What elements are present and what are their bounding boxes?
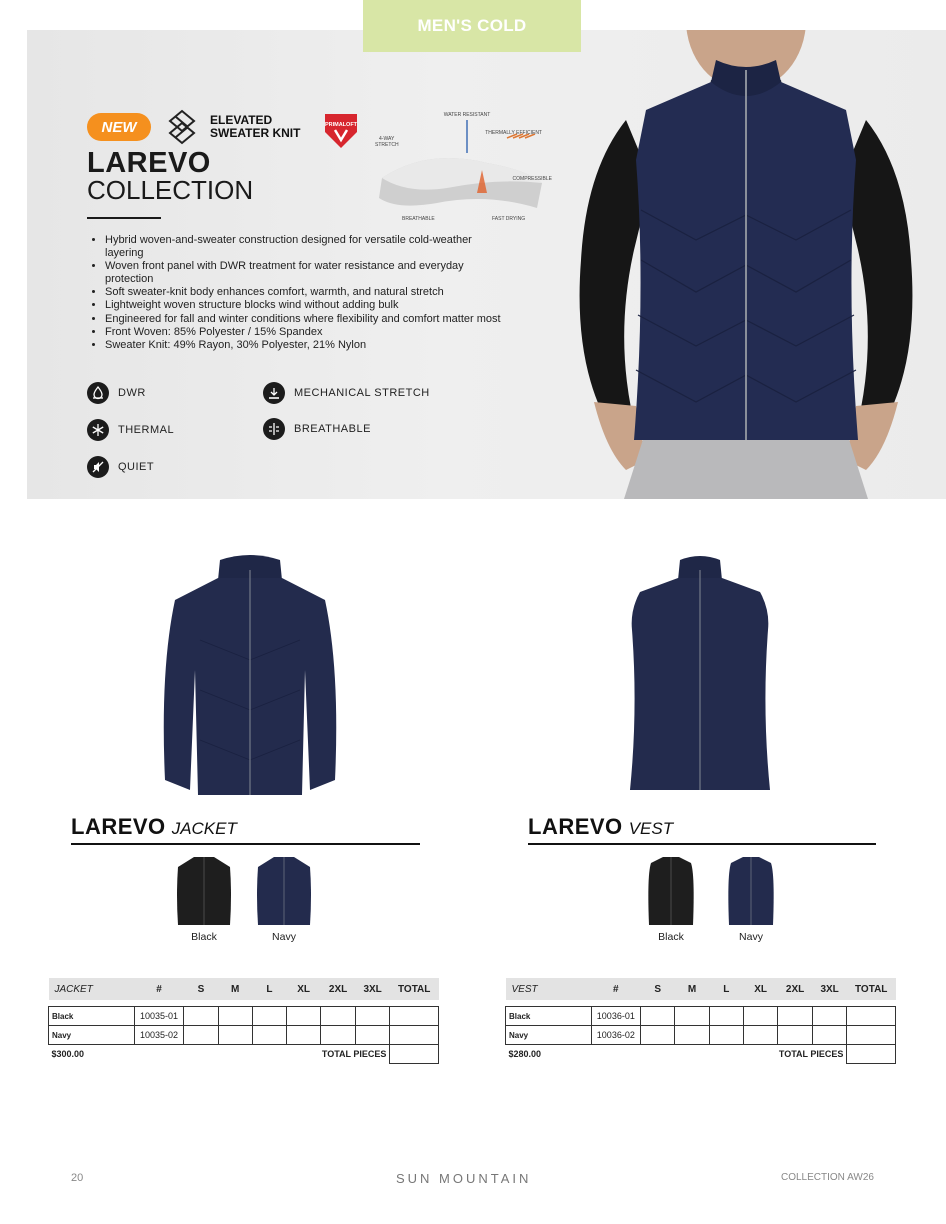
vest-total-input[interactable] — [847, 1045, 896, 1064]
category-tab: MEN'S COLD — [363, 0, 581, 52]
svg-text:4-WAY: 4-WAY — [379, 136, 395, 142]
tech-thermal: THERMAL — [87, 419, 174, 441]
svg-text:FAST DRYING: FAST DRYING — [492, 216, 526, 222]
brand-logo: SUN MOUNTAIN — [396, 1171, 532, 1186]
tech-quiet: QUIET — [87, 456, 154, 478]
new-badge: NEW — [87, 113, 151, 141]
jacket-title: LAREVO JACKET — [71, 814, 237, 839]
table-row: Navy 10036-02 — [506, 1026, 896, 1045]
svg-text:COMPRESSIBLE: COMPRESSIBLE — [512, 176, 552, 182]
jacket-order-table: JACKET # S M L XL 2XL 3XL TOTAL Black 10035-01 Navy 10035-02 $300.00 TOTAL PIECES — [48, 978, 439, 1064]
tech-breathable: BREATHABLE — [263, 418, 371, 440]
jacket-product-image — [150, 550, 350, 800]
jacket-price: $300.00 — [51, 1049, 85, 1060]
knit-label: ELEVATED SWEATER KNIT — [210, 113, 301, 140]
vest-black-thumb-icon — [643, 855, 699, 927]
jacket-total-label: TOTAL PIECES — [321, 1049, 387, 1060]
swatch-vest-black[interactable]: Black — [641, 855, 701, 943]
swatch-jacket-navy[interactable]: Navy — [254, 855, 314, 943]
primaloft-badge-icon — [321, 110, 361, 150]
feature-item: • Front Woven: 85% Polyester / 15% Spandex — [105, 326, 505, 339]
vest-title-rule — [528, 843, 876, 845]
feature-item: • Woven front panel with DWR treatment for water resistance and everyday protection — [105, 260, 505, 286]
vest-order-table: VEST # S M L XL 2XL 3XL TOTAL Black 10036-01 Navy 10036-02 $280.00 TOTAL PIECES — [505, 978, 896, 1064]
tech-dwr: DWR — [87, 382, 146, 404]
snowflake-icon — [87, 419, 109, 441]
jacket-total-input[interactable] — [390, 1045, 439, 1064]
feature-item: • Sweater Knit: 49% Rayon, 30% Polyester, 21% Nylon — [105, 339, 505, 352]
stretch-icon — [263, 382, 285, 404]
feature-item: • Engineered for fall and winter conditions where flexibility and comfort matter most — [105, 313, 505, 326]
svg-text:WATER RESISTANT: WATER RESISTANT — [443, 112, 491, 118]
hero-banner — [27, 30, 946, 499]
title-divider — [87, 217, 161, 219]
model-photo — [546, 30, 946, 499]
jacket-navy-thumb-icon — [256, 855, 312, 927]
feature-item: • Lightweight woven structure blocks wind without adding bulk — [105, 299, 505, 312]
tech-stretch: MECHANICAL STRETCH — [263, 382, 430, 404]
vest-product-image — [600, 550, 800, 800]
vest-title: LAREVO VEST — [528, 814, 674, 839]
table-row: Navy 10035-02 — [49, 1026, 439, 1045]
vest-navy-thumb-icon — [723, 855, 779, 927]
feature-list — [89, 234, 505, 353]
swatch-vest-navy[interactable]: Navy — [721, 855, 781, 943]
mute-icon — [87, 456, 109, 478]
feature-item: • Hybrid woven-and-sweater construction designed for versatile cold-weather layering — [105, 234, 505, 260]
collection-subtitle: COLLECTION — [87, 175, 254, 205]
jacket-black-thumb-icon — [176, 855, 232, 927]
knit-weave-icon — [162, 107, 202, 147]
breathable-icon — [263, 418, 285, 440]
vest-price: $280.00 — [508, 1049, 542, 1060]
table-row: Black 10036-01 — [506, 1007, 896, 1026]
svg-text:STRETCH: STRETCH — [375, 142, 399, 148]
water-drop-icon — [87, 382, 109, 404]
table-row: Black 10035-01 — [49, 1007, 439, 1026]
svg-text:PRIMALOFT: PRIMALOFT — [324, 122, 358, 128]
page-number: 20 — [71, 1172, 84, 1184]
swatch-jacket-black[interactable]: Black — [174, 855, 234, 943]
svg-text:BREATHABLE: BREATHABLE — [402, 216, 435, 222]
jacket-title-rule — [71, 843, 420, 845]
collection-title: LAREVO — [87, 147, 211, 179]
feature-item: • Soft sweater-knit body enhances comfort, warmth, and natural stretch — [105, 286, 505, 299]
collection-label: COLLECTION AW26 — [781, 1172, 874, 1183]
svg-text:THERMALLY EFFICIENT: THERMALLY EFFICIENT — [485, 130, 542, 136]
fabric-tech-diagram — [367, 108, 557, 228]
vest-total-label: TOTAL PIECES — [778, 1049, 844, 1060]
